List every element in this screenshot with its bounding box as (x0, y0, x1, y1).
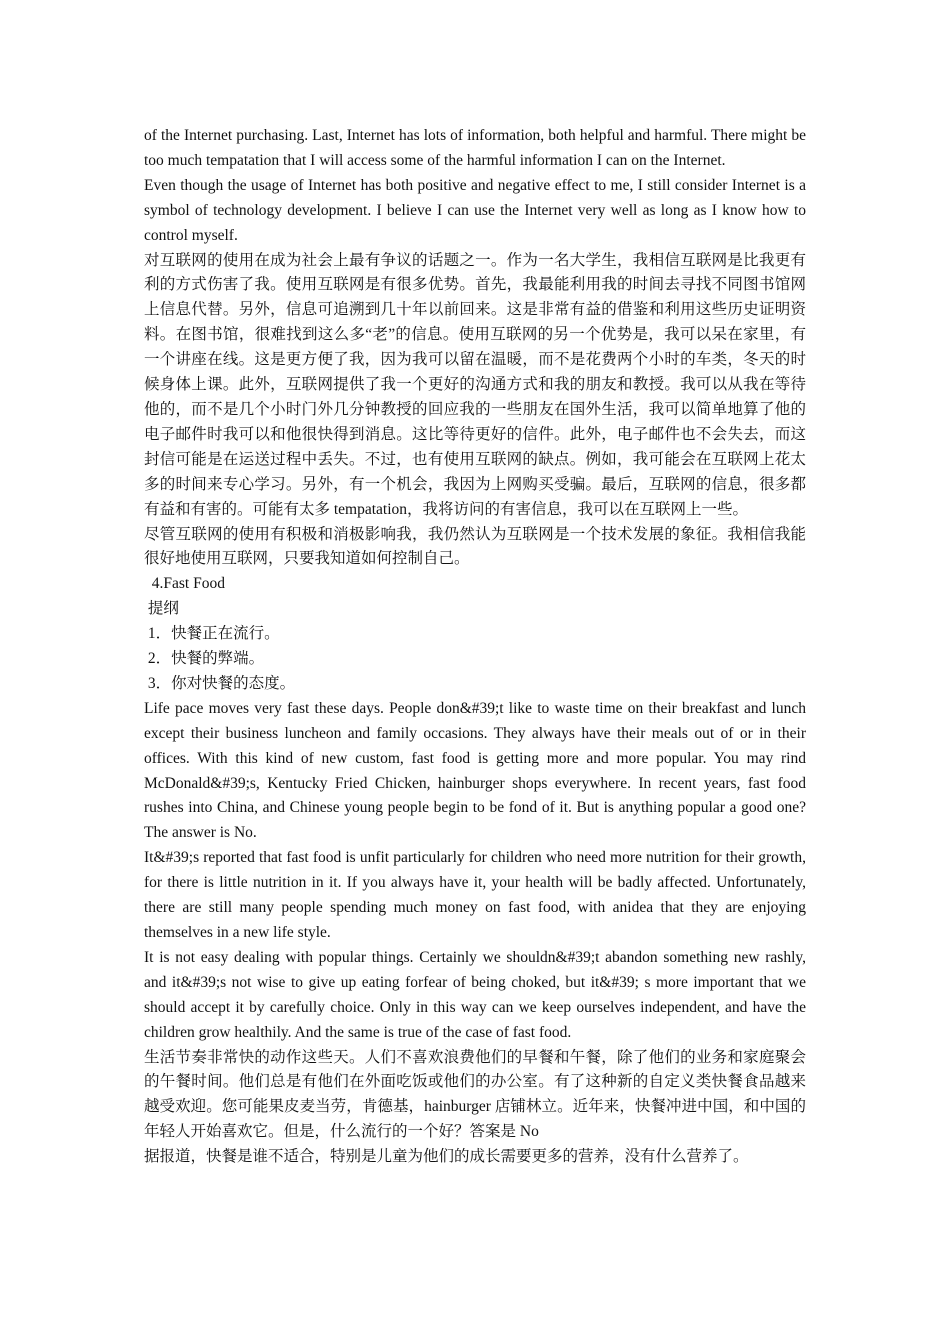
paragraph-fast-food-translation: 生活节奏非常快的动作这些天。人们不喜欢浪费他们的早餐和午餐，除了他们的业务和家庭聚会的午餐时间。他们总是有他们在外面吃饭或他们的办公室。有了这种新的自定义类快餐食品越来越受欢迎。您可能果皮麦当劳，肯德基，hainburger 店铺林立。近年来，快餐冲进中国，和中国的年轻人开始喜欢它。但是，什么流行的一个好？答案是 No (144, 1048, 806, 1141)
paragraph-internet-conclusion-translation: 尽管互联网的使用有积极和消极影响我，我仍然认为互联网是一个技术发展的象征。我相信我能很好地使用互联网，只要我知道如何控制自己。 (144, 525, 806, 568)
paragraph-fast-food-popular: Life pace moves very fast these days. People don&#39;t like to waste time on their breakfast and lunch except their business luncheon and family occasions. They always have their meals out of or in their offices. With this kind of new custom, fast food is getting more and more popular. You may rind McDonald&#39;s, Kentucky Fried Chicken, hainburger shops everywhere. In recent years, fast food rushes into China, and Chinese young people begin to be fond of it. But is anything popular a good one? The answer is No. (144, 699, 806, 842)
paragraph-internet-conclusion: Even though the usage of Internet has both positive and negative effect to me, I still consider Internet is a symbol of technology development. I believe I can use the Internet very well as long as I know how to control myself. (144, 176, 806, 244)
outline-heading: 提纲 (144, 600, 179, 618)
outline-item-1: 1．快餐正在流行。 (144, 625, 280, 643)
section-heading-fast-food: 4.Fast Food (144, 575, 225, 593)
paragraph-fast-food-unfit: It&#39;s reported that fast food is unfit particularly for children who need more nutrition for their growth, for there is little nutrition in it. If you always have it, your health will be badly affected. Unfortunately, there are still many people spending much money on fast food, with anidea that they are enjoying themselves in a new life style. (144, 849, 806, 941)
outline-item-3: 3．你对快餐的态度。 (144, 674, 296, 692)
paragraph-fast-food-unfit-translation: 据报道，快餐是谁不适合，特别是儿童为他们的成长需要更多的营养，没有什么营养了。 (144, 1148, 749, 1166)
paragraph-internet-disadvantages-end: of the Internet purchasing. Last, Internet has lots of information, both helpful and harmful. There might be too much tempatation that I will access some of the harmful information I can on the Internet. (144, 127, 806, 169)
paragraph-fast-food-attitude: It is not easy dealing with popular things. Certainly we shouldn&#39;t abandon something new rashly, and it&#39;s not wise to give up eating forfear of being choked, but it&#39; s more important that we should accept it by carefully choice. Only in this way can we keep ourselves independent, and have the children grow healthily. And the same is true of the case of fast food. (144, 948, 806, 1041)
paragraph-internet-translation: 对互联网的使用在成为社会上最有争议的话题之一。作为一名大学生，我相信互联网是比我更有利的方式伤害了我。使用互联网是有很多优势。首先，我最能利用我的时间去寻找不同图书馆网上信息代替。另外，信息可追溯到几十年以前回来。这是非常有益的借鉴和利用这些历史证明资料。在图书馆，很难找到这么多“老”的信息。使用互联网的另一个优势是，我可以呆在家里，有一个讲座在线。这是更方便了我，因为我可以留在温暖，而不是花费两个小时的车类，冬天的时候身体上课。此外，互联网提供了我一个更好的沟通方式和我的朋友和教授。我可以从我在等待他的，而不是几个小时门外几分钟教授的回应我的一些朋友在国外生活，我可以简单地算了他的电子邮件时我可以和他很快得到消息。这比等待更好的信件。此外，电子邮件也不会失去，而这封信可能是在运送过程中丢失。不过，也有使用互联网的缺点。例如，我可能会在互联网上花太多的时间来专心学习。另外，有一个机会，我因为上网购买受骗。最后，互联网的信息，很多都有益和有害的。可能有太多 tempatation，我将访问的有害信息，我可以在互联网上一些。 (144, 251, 806, 518)
document-page (144, 124, 806, 1170)
outline-item-2: 2．快餐的弊端。 (144, 650, 265, 668)
